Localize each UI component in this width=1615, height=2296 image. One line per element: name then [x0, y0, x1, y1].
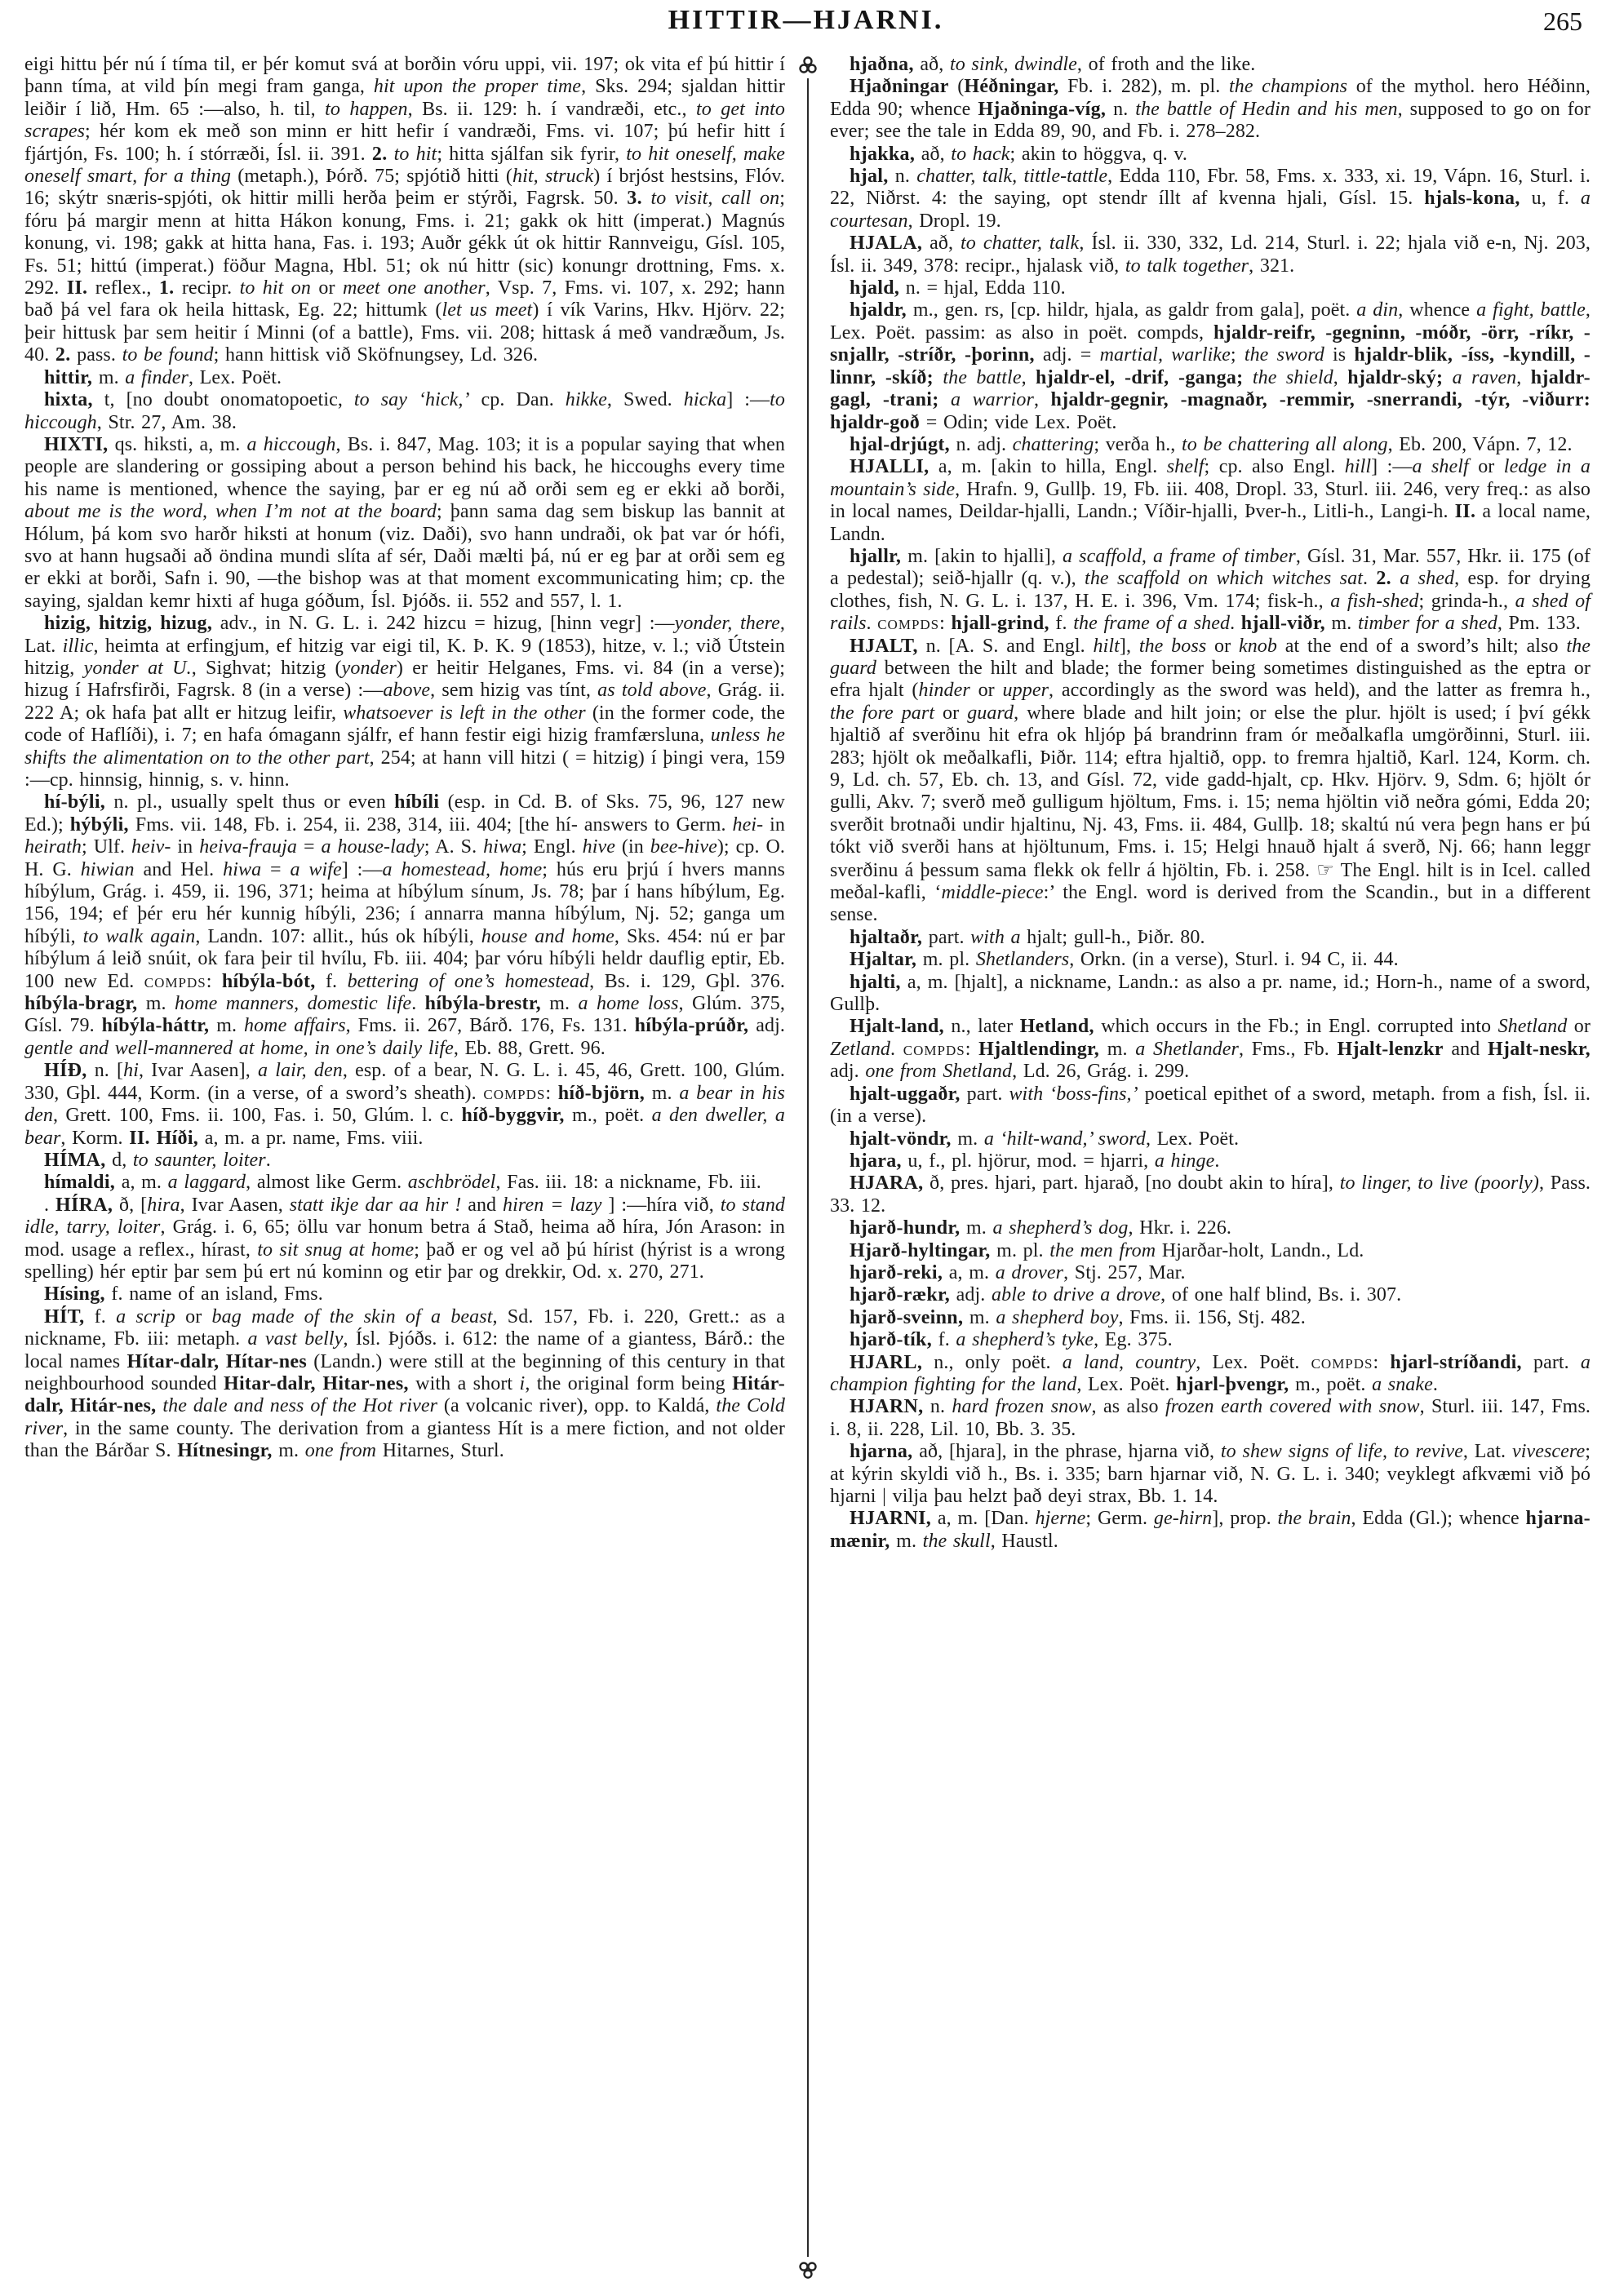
entry-hjadna: hjaðna, að, to sink, dwindle, of froth and the like.	[850, 54, 1256, 75]
entry-hixti: HIXTI, qs. hiksti, a, m. a hiccough, Bs. i. 847, Mag. 103; it is a popular saying that when people are slandering or gossiping about a person behind his back, he hiccoughs every time his name is mentioned, whence the saying, þar er eg nú að orði sem eg er ekki að borði, about me is the word, when I’m not at the board; þann sama dag sem biskup las bannit at Hólum, þá kom svo harðr hiksti at honum (viz. Daði), svo hann undraði, ok þat var ór hófi, svo at hann hugsaði að öndina mundi slíta af sér, Daði mælti þá, nú er eg þar at orði sem eg er ekki at borði, Safn i. 90, —the bishop was at that moment excommunicating him; cp. the saying, sjaldan kemr hixti af huga góðum, Ísl. Þjóðs. ii. 552 and 557, l. 1.	[24, 433, 785, 612]
entry-hittir: hittir, m. a finder, Lex. Poët.	[44, 366, 282, 388]
page-number: 265	[1543, 7, 1582, 36]
right-column	[830, 54, 1591, 2281]
entry-hjardsveinn: hjarð-sveinn, m. a shepherd boy, Fms. ii. 156, Stj. 482.	[850, 1306, 1306, 1328]
column-rule	[807, 78, 809, 2257]
page-header	[24, 5, 1587, 47]
entry-hjalli: HJALLI, a, m. [akin to hilla, Engl. shelf; cp. also Engl. hill] :—a shelf or ledge in a mountain’s side, Hrafn. 9, Gullþ. 19, Fb. iii. 408, Dropl. 33, Sturl. iii. 246, very freq.: as also in local names, Deildar-hjalli, Landn.; Víðir-hjalli, Þver-h., Litli-h., Langi-h. II. a local name, Landn.	[830, 456, 1591, 545]
entry-hjaldrjugt: hjal-drjúgt, n. adj. chattering; verða h., to be chattering all along, Eb. 200, Vápn. 7, 12.	[850, 433, 1573, 455]
entry-hjara-verb: HJARA, ð, pres. hjari, part. hjarað, [no doubt akin to híra], to linger, to live (poorly), Pass. 33. 12.	[830, 1172, 1591, 1217]
left-column	[24, 54, 785, 2281]
entry-himaldi: hímaldi, a, m. a laggard, almost like Germ. aschbrödel, Fas. iii. 18: a nickname, Fb. iii.	[44, 1172, 761, 1194]
entry-hitta-continued: eigi hittu þér nú í tíma til, er þér komut svá at borðin vóru uppi, vii. 197; ok vita ef þú hittir í þann tíma, at vild þín megi fram ganga, hit upon the proper time, Sks. 294; sjaldan hittir leiðir í lið, Hm. 65 :—also, h. til, to happen, Bs. ii. 129: h. í vandræði, etc., to get into scrapes; hér kom ek með son minn er hitt hefir í vandræði, Fms. vi. 107; þú hefir hitt í fjártjón, Fs. 100; h. í stórræði, Ísl. ii. 391. 2. to hit; hitta sjálfan sik fyrir, to hit oneself, make oneself smart, for a thing (metaph.), Þórð. 75; spjótið hitti (hit, struck) í brjóst hestsins, Flóv. 16; skýtr snæris-spjóti, ok hittir milli herða þeim er stýrði, Fagrsk. 50. 3. to visit, call on; fóru þá margir menn at hitta Hákon konung, Fms. i. 21; gakk ok hitt (imperat.) Magnús konung, vi. 198; gakk at hitta hana, Fas. i. 193; Auðr gékk út ok hittir Rannveigu, Gísl. 105, Fs. 51; hittú (imperat.) föður Magna, Hbl. 51; ok nú hittr (sic) konungr drottning, Fms. x. 292. II. reflex., 1. recipr. to hit on or meet one another, Vsp. 7, Fms. vi. 107, x. 292; hann bað þá vel fara ok heila hittask, Eg. 22; hittumk (let us meet) í vík Varins, Hkv. Hjörv. 22; þeir hittusk þar sem heitir í Minni (of a battle), Fms. vii. 208; hittask á með vandræðum, Js. 40. 2. pass. to be found; hann hittisk við Sköfnungsey, Ld. 326.	[24, 54, 786, 366]
entry-hjala: HJALA, að, to chatter, talk, Ísl. ii. 330, 332, Ld. 214, Sturl. i. 22; hjala við e-n, Nj. 203, Ísl. ii. 349, 378: recipr., hjalask við, to talk together, 321.	[830, 233, 1591, 277]
entry-hjald: hjald, n. = hjal, Edda 110.	[850, 277, 1066, 299]
entry-hjaldr: hjaldr, m., gen. rs, [cp. hildr, hjala, as galdr from gala], poët. a din, whence a fight, battle, Lex. Poët. passim: as also in poët. compds, hjaldr-reifr, -gegninn, -móðr, -örr, -ríkr, -snjallr, -stríðr, -þorinn, adj. = martial, warlike; the sword is hjaldr-blik, -íss, -kyndill, -linnr, -skíð; the battle, hjaldr-el, -drif, -ganga; the shield, hjaldr-ský; a raven, hjaldr-gagl, -trani; a warrior, hjaldr-gegnir, -magnaðr, -remmir, -snerrandi, -týr, -viðurr: hjaldr-goð = Odin; vide Lex. Poët.	[830, 299, 1591, 433]
entry-hjadningar: Hjaðningar (Héðningar, Fb. i. 282), m. pl. the champions of the mythol. hero Héðinn, Edda 90; whence Hjaðninga-víg, n. the battle of Hedin and his men, supposed to go on for ever; see the tale in Edda 89, 90, and Fb. i. 278–282.	[830, 76, 1591, 143]
entry-hjardhundr: hjarð-hundr, m. a shepherd’s dog, Hkr. i. 226.	[850, 1217, 1232, 1239]
entry-hjarni: HJARNI, a, m. [Dan. hjerne; Germ. ge-hirn], prop. the brain, Edda (Gl.); whence hjarna-mænir, m. the skull, Haustl.	[830, 1508, 1591, 1552]
entry-hjardhyltingar: Hjarð-hyltingar, m. pl. the men from Hjarðar-holt, Landn., Ld.	[850, 1239, 1364, 1261]
entry-hjaltar: Hjaltar, m. pl. Shetlanders, Orkn. (in a verse), Sturl. i. 94 C, ii. 44.	[850, 949, 1399, 971]
entry-hjarl: HJARL, n., only poët. a land, country, Lex. Poët. compds: hjarl-stríðandi, part. a champion fighting for the land, Lex. Poët. hjarl-þvengr, m., poët. a snake.	[830, 1351, 1591, 1395]
entry-hjardreki: hjarð-reki, a, m. a drover, Stj. 257, Mar.	[850, 1261, 1186, 1283]
entry-hjakka: hjakka, að, to hack; akin to höggva, q. v.	[850, 143, 1188, 165]
entry-hima: HÍMA, d, to saunter, loiter.	[44, 1149, 271, 1171]
page-body	[24, 54, 1591, 2281]
entry-hjarn: HJARN, n. hard frozen snow, as also frozen earth covered with snow, Sturl. iii. 147, Fms. i. 8, ii. 228, Lil. 10, Bb. 3. 35.	[830, 1396, 1591, 1440]
trefoil-ornament-top-icon	[797, 55, 819, 77]
column-divider	[785, 54, 830, 2281]
entry-hjaltland: Hjalt-land, n., later Hetland, which occurs in the Fb.; in Engl. corrupted into Shetland or Zetland. compds: Hjaltlendingr, m. a Shetlander, Fms., Fb. Hjalt-lenzkr and Hjalt-neskr, adj. one from Shetland, Ld. 26, Grág. i. 299.	[830, 1016, 1591, 1083]
entry-hising: Hísing, f. name of an island, Fms.	[44, 1283, 323, 1305]
entry-hjarna: hjarna, að, [hjara], in the phrase, hjarna við, to shew signs of life, to revive, Lat. vivescere; at kýrin skyldi við h., Bs. i. 335; barn hjarnar við, N. G. L. i. 340; veyklegt afkvæmi við þó hjarni | vilja þau helzt það deyi strax, Bb. 1. 14.	[830, 1441, 1591, 1507]
entry-hjardraekr: hjarð-rækr, adj. able to drive a drove, of one half blind, Bs. i. 307.	[850, 1284, 1402, 1306]
entry-hjaltvondr: hjalt-vöndr, m. a ‘hilt-wand,’ sword, Lex. Poët.	[850, 1128, 1240, 1150]
trefoil-ornament-bottom-icon	[797, 2258, 819, 2280]
entry-hjalt: HJALT, n. [A. S. and Engl. hilt], the boss or knob at the end of a sword’s hilt; also the guard between the hilt and blade; the former being sometimes distinguished as the eptra or efra hjalt (hinder or upper, accordingly as the sword was held), and the latter as fremra h., the fore part or guard, where blade and hilt join; or else the plur. hjölt is used; í því gékk hjaltið af sverðinu hit efra ok hljóp þá brandrinn fram ór meðalkafla umgörðinni, Sturl. iii. 283; hjölt ok meðalkafli, Þiðr. 114; eftra hjaltið, opp. to fremra hjaltið, Karl. 124, Korm. ch. 9, Ld. ch. 57, Eb. ch. 13, and Gísl. 72, vide gadd-hjalt, cp. Hkv. Hjörv. 9, Sdm. 6; hjölt ór gulli, Akv. 7; sverð með gulligum hjöltum, Fms. i. 15; nema hjöltin við neðra gómi, Edda 20; sverðit brotnaði undir hjaltinu, Nj. 43, Fms. ii. 484, Gullþ. 18; skaltú nú vera þegn hans er þú tókt við sverði hans at hjöltunum, Fms. i. 15; Helgi hnauð hjalt á sverð, Nj. 66; hann leggr sverðinu á þessum sama flekk ok fellr á hjöltin, Fb. i. 258. ☞ The Engl. hilt is in Icel. called meðal-kafli, ‘middle-piece:’ the Engl. word is derived from the Scandin., but in a different sense.	[830, 635, 1591, 926]
entry-hjaltuggadr: hjalt-uggaðr, part. with ‘boss-fins,’ poetical epithet of a sword, metaph. from a fish, Ísl. ii. (in a verse).	[830, 1083, 1591, 1128]
entry-hjardtik: hjarð-tík, f. a shepherd’s tyke, Eg. 375.	[850, 1329, 1173, 1351]
entry-hjal: hjal, n. chatter, talk, tittle-tattle, Edda 110, Fbr. 58, Fms. x. 333, xi. 19, Vápn. 16, Sturl. i. 22, Niðrst. 4: the saying, opt stendr íllt af kvenna hjali, Gísl. 15. hjals-kona, u, f. a courtesan, Dropl. 19.	[830, 166, 1591, 232]
entry-hira: . HÍRA, ð, [hira, Ivar Aasen, statt ikje dar aa hir ! and hiren = lazy ] :—híra við, to stand idle, tarry, loiter, Grág. i. 6, 65; öllu var honum betra á Stað, heima að híra, Jón Arason: in mod. usage a reflex., hírast, to sit snug at home; það er og vel að þú hírist (hýrist is a wrong spelling) hér eptir þar sem þú ert nú kominn og etir þar og drekkir, Od. x. 270, 271.	[24, 1194, 786, 1283]
entry-hid: HÍÐ, n. [hi, Ivar Aasen], a lair, den, esp. of a bear, N. G. L. i. 45, 46, Grett. 100, Glúm. 330, Gþl. 444, Korm. (in a verse, of a sword’s sheath). compds: híð-björn, m. a bear in his den, Grett. 100, Fms. ii. 100, Fas. i. 50, Glúm. l. c. híð-byggvir, m., poët. a den dweller, a bear, Korm. II. Híði, a, m. a pr. name, Fms. viii.	[24, 1060, 785, 1149]
entry-hizig: hizig, hitzig, hizug, adv., in N. G. L. i. 242 hizcu = hizug, [hinn vegr] :—yonder, there, Lat. illic, heimta at erfingjum, ef hitzig var eigi til, K. Þ. K. 9 (1853), hitze, v. l.; við Útstein hitzig, yonder at U., Sighvat; hitzig (yonder) er heitir Helganes, Fms. vi. 84 (in a verse); hizug í Hafrsfirði, Fagrsk. 8 (in a verse) :—above, sem hizig vas tínt, as told above, Grág. ii. 222 A; ok hafa þat allt er hitzug leifir, whatsoever is left in the other (in the former code, the code of Haflíði), i. 7; en hafa ómagann sjálfr, ef hann festir eigi hizig framfærsluna, unless he shifts the alimentation on to the other part, 254; at hann vill hitzi ( = hitzig) í þingi vera, 159 :—cp. hinnsig, hinnig, s. v. hinn.	[24, 613, 786, 791]
entry-hjaltadr: hjaltaðr, part. with a hjalt; gull-h., Þiðr. 80.	[850, 926, 1205, 948]
page-header-title: HITTIR—HJARNI.	[668, 5, 944, 35]
entry-hit: HÍT, f. a scrip or bag made of the skin of a beast, Sd. 157, Fb. i. 220, Grett.: as a nickname, Fb. iii: metaph. a vast belly, Ísl. Þjóðs. i. 612: the name of a giantess, Bárð.: the local names Hítar-dalr, Hítar-nes (Landn.) were still at the beginning of this century in that neighbourhood sounded Hitar-dalr, Hitar-nes, with a short i, the original form being Hitár-dalr, Hitár-nes, the dale and ness of the Hot river (a volcanic river), opp. to Kaldá, the Cold river, in the same county. The derivation from a giantess Hít is a mere fiction, and not older than the Bárðar S. Hítnesingr, m. one from Hitarnes, Sturl.	[24, 1305, 786, 1462]
entry-hibyli: hí-býli, n. pl., usually spelt thus or even híbíli (esp. in Cd. B. of Sks. 75, 96, 127 new Ed.); hýbýli, Fms. vii. 148, Fb. i. 254, ii. 238, 314, iii. 404; [the hí- answers to Germ. hei- in heirath; Ulf. heiv- in heiva-frauja = a house-lady; A. S. hiwa; Engl. hive (in bee-hive); cp. O. H. G. hiwian and Hel. hiwa = a wife] :—a homestead, home; hús eru þrjú í hvers manns híbýlum, Grág. i. 459, ii. 196, 371; heima at híbýlum sínum, Js. 78; þar í hans híbýlum, Eg. 156, 194; ef þér eru hér kunnig híbýli, 236; í annarra manna híbýlum, Nj. 52; ganga um híbýli, to walk again, Landn. 107: allit., hús ok híbýli, house and home, Sks. 454: nú er þar híbýlum á leið snúit, ok fara þeir til hvílu, Fb. iii. 404; þar vóru híbýli heldr dauflig eptir, Eb. 100 new Ed. compds: híbýla-bót, f. bettering of one’s homestead, Bs. i. 129, Gþl. 376. híbýla-bragr, m. home manners, domestic life. híbýla-brestr, m. a home loss, Glúm. 375, Gísl. 79. híbýla-háttr, m. home affairs, Fms. ii. 267, Bárð. 176, Fs. 131. híbýla-prúðr, adj. gentle and well-mannered at home, in one’s daily life, Eb. 88, Grett. 96.	[24, 791, 785, 1059]
entry-hjallr: hjallr, m. [akin to hjalli], a scaffold, a frame of timber, Gísl. 31, Mar. 557, Hkr. ii. 175 (of a pedestal); seið-hjallr (q. v.), the scaffold on which witches sat. 2. a shed, esp. for drying clothes, fish, N. G. L. i. 137, H. E. i. 396, Vm. 174; fisk-h., a fish-shed; grinda-h., a shed of rails. compds: hjall-grind, f. the frame of a shed. hjall-viðr, m. timber for a shed, Pm. 133.	[830, 545, 1591, 635]
entry-hjalti: hjalti, a, m. [hjalt], a nickname, Landn.: as also a pr. name, id.; Horn-h., name of a sword, Gullþ.	[830, 971, 1591, 1016]
entry-hjara: hjara, u, f., pl. hjörur, mod. = hjarri, a hinge.	[850, 1150, 1220, 1172]
entry-hixta: hixta, t, [no doubt onomatopoetic, to say ‘hick,’ cp. Dan. hikke, Swed. hicka] :—to hiccough, Str. 27, Am. 38.	[24, 389, 785, 433]
